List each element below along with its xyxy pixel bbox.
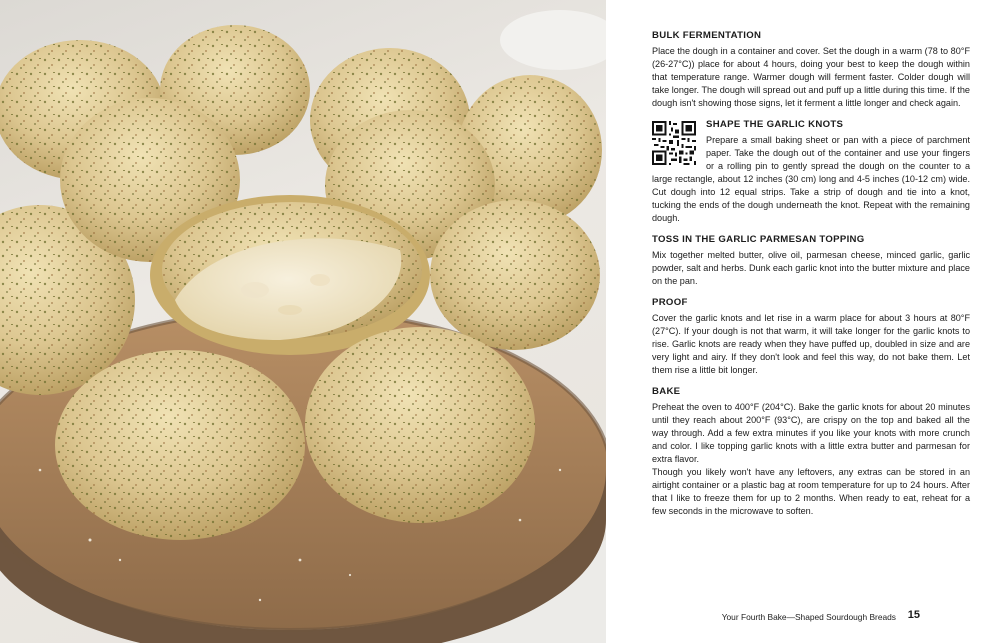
qr-code-icon[interactable] [652, 121, 696, 165]
section-proof [652, 297, 970, 377]
section-shape-garlic-knots [652, 119, 970, 225]
running-head: Your Fourth Bake—Shaped Sourdough Breads [721, 612, 896, 622]
section-text: Prepare a small baking sheet or pan with a piece of parchment paper. Take the dough out of the container and use your fingers or a rolling pin to gently spread the dough on the counter to a large rectangle, about 12 inches (30 cm) long and 4-5 inches (10-12 cm) wide. Cut dough into 12 equal strips. Take a strip of dough and tie into a knot, tucking the ends of the dough underneath the knot. Repeat with the remaining dough. [652, 135, 970, 223]
section-bake [652, 386, 970, 518]
section-heading: SHAPE THE GARLIC KNOTS [706, 119, 844, 130]
section-garlic-parmesan-topping [652, 234, 970, 288]
section-heading: PROOF [652, 297, 688, 308]
recipe-page [606, 0, 1000, 643]
section-text: Preheat the oven to 400°F (204°C). Bake the garlic knots for about 20 minutes until they reach about 200°F (93°C), are crispy on the top and baked all the way through. Add a few extra minutes if you like your knots with more crunch and color. I like topping garlic knots with a little extra butter and parmesan for extra flavor. [652, 402, 970, 464]
section-text: Mix together melted butter, olive oil, parmesan cheese, minced garlic, garlic powder, salt and herbs. Dunk each garlic knot into the butter mixture and place on the pan. [652, 250, 970, 286]
section-text: Place the dough in a container and cover. Set the dough in a warm (78 to 80°F (26-27°C)) place for about 4 hours, doing your best to keep the dough within that temperature range. Warmer dough will ferment faster. Colder dough will take longer. The dough will spread out and puff up a little during this time. If the dough isn't showing those signs, let it ferment a little longer and check again. [652, 46, 970, 108]
page-number: 15 [907, 609, 920, 621]
section-bulk-fermentation [652, 30, 970, 110]
background-plate [500, 10, 606, 70]
recipe-instructions [652, 30, 970, 527]
section-heading: BAKE [652, 386, 681, 397]
leftovers-note: Though you likely won't have any leftovers, any extras can be stored in an airtight container or a plastic bag at room temperature for up to 24 hours. After that I like to freeze them for up to 2 months. When ready to eat, reheat for a few seconds in the microwave to soften. [652, 467, 970, 516]
section-heading: TOSS IN THE GARLIC PARMESAN TOPPING [652, 234, 865, 245]
section-text: Cover the garlic knots and let rise in a warm place for about 3 hours at 80°F (27°C). If your dough is not that warm, it will take longer for the garlic knots to rise. Garlic knots are ready when they have puffed up, doubled in size and are very light and airy. If they don't look and feel this way, do not bake them. Let them rise a little bit longer. [652, 313, 970, 375]
section-heading: BULK FERMENTATION [652, 30, 762, 41]
